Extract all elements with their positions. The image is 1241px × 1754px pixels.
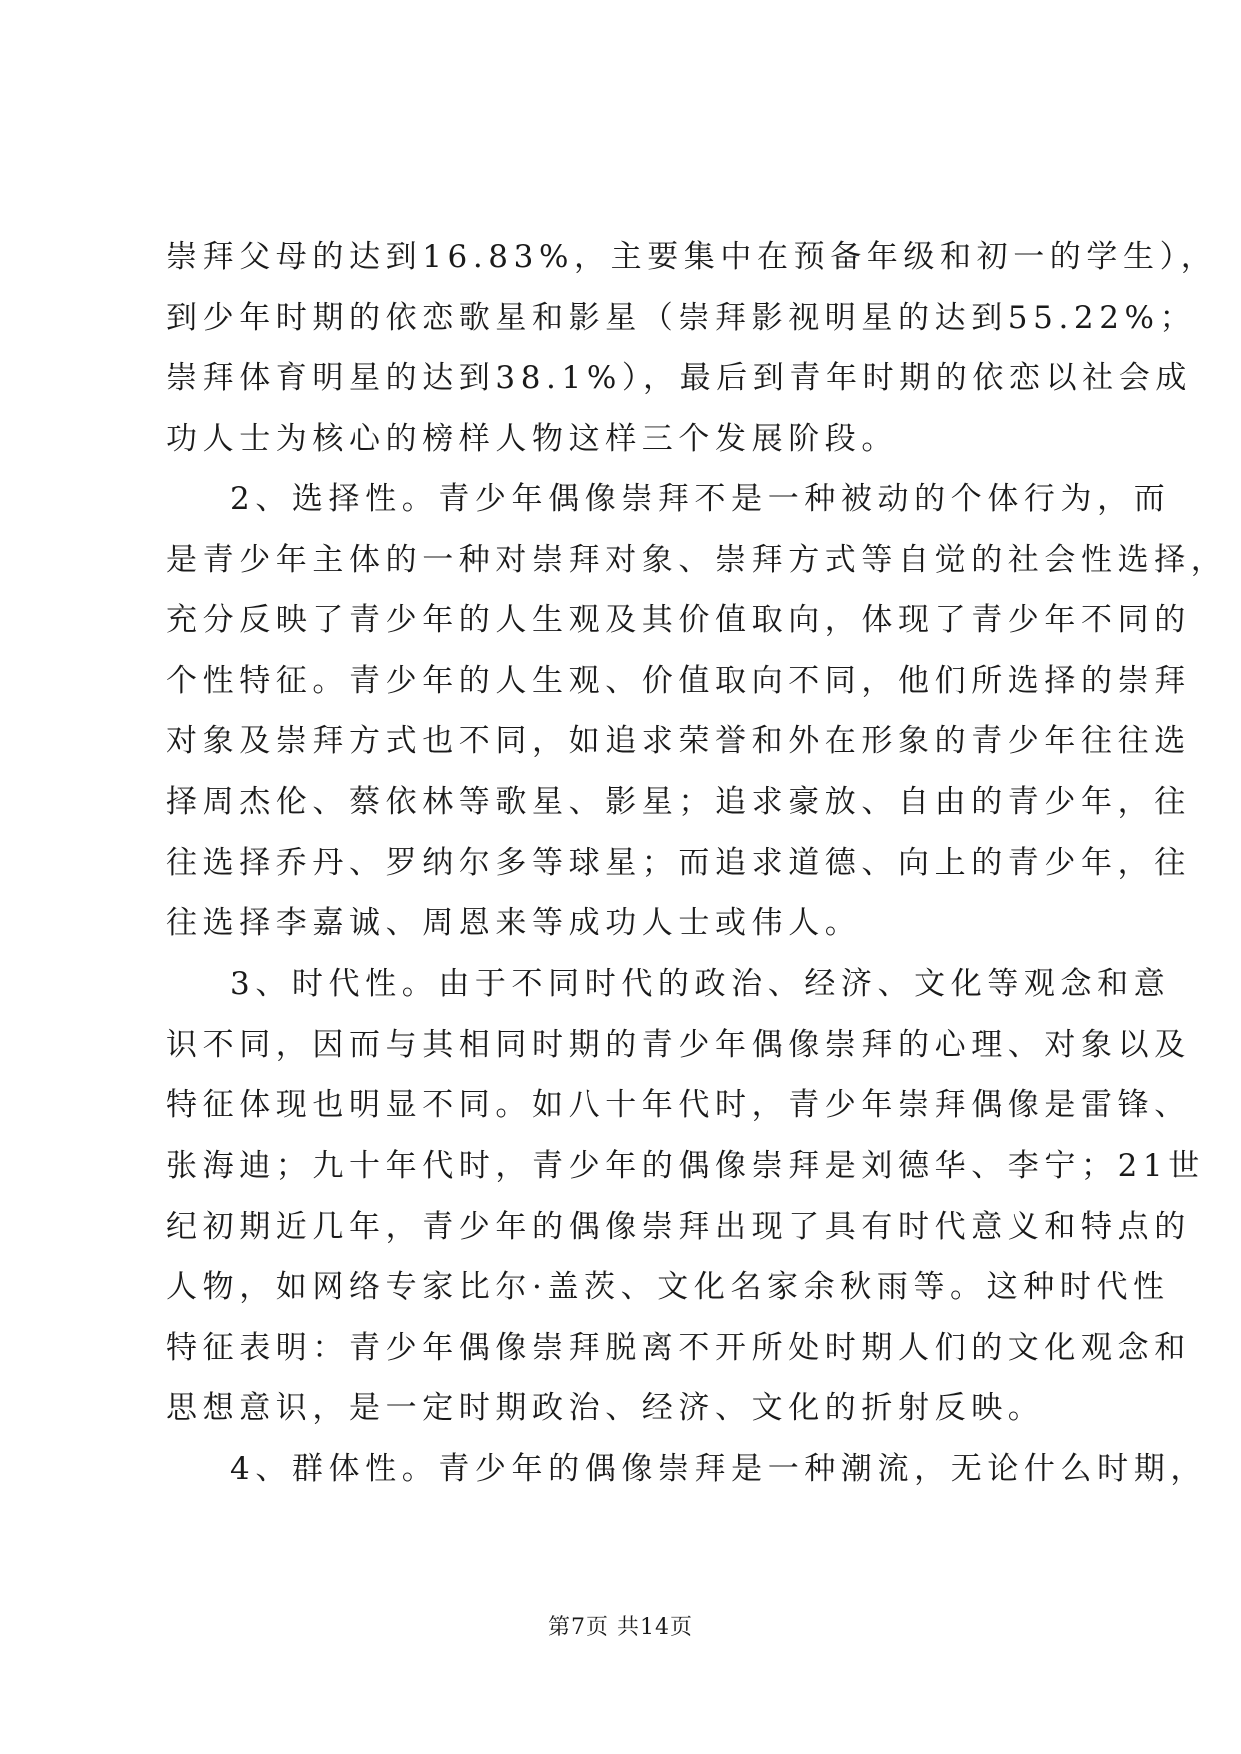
body-text-line: 思想意识，是一定时期政治、经济、文化的折射反映。 bbox=[166, 1390, 1045, 1426]
body-text-line: 张海迪；九十年代时，青少年的偶像崇拜是刘德华、李宁；21世 bbox=[166, 1148, 1205, 1184]
body-text-line: 充分反映了青少年的人生观及其价值取向，体现了青少年不同的 bbox=[166, 602, 1191, 638]
body-text-line: 对象及崇拜方式也不同，如追求荣誉和外在形象的青少年往往选 bbox=[166, 723, 1191, 759]
body-text-line: 纪初期近几年，青少年的偶像崇拜出现了具有时代意义和特点的 bbox=[166, 1209, 1191, 1245]
paragraph-start-line: 3、时代性。由于不同时代的政治、经济、文化等观念和意 bbox=[230, 966, 1171, 1002]
body-text-line: 往选择乔丹、罗纳尔多等球星；而追求道德、向上的青少年，往 bbox=[166, 845, 1191, 881]
body-text-line: 到少年时期的依恋歌星和影星（崇拜影视明星的达到55.22%； bbox=[166, 300, 1197, 336]
body-text-line: 特征体现也明显不同。如八十年代时，青少年崇拜偶像是雷锋、 bbox=[166, 1087, 1191, 1123]
paragraph-start-line: 2、选择性。青少年偶像崇拜不是一种被动的个体行为，而 bbox=[230, 481, 1171, 517]
body-text-line: 崇拜体育明星的达到38.1%），最后到青年时期的依恋以社会成 bbox=[166, 360, 1192, 396]
body-text-line: 人物，如网络专家比尔·盖茨、文化名家余秋雨等。这种时代性 bbox=[166, 1269, 1170, 1305]
paragraph-start-line: 4、群体性。青少年的偶像崇拜是一种潮流，无论什么时期， bbox=[230, 1451, 1207, 1487]
body-text-line: 识不同，因而与其相同时期的青少年偶像崇拜的心理、对象以及 bbox=[166, 1027, 1191, 1063]
body-text-line: 择周杰伦、蔡依林等歌星、影星；追求豪放、自由的青少年，往 bbox=[166, 784, 1191, 820]
body-text-line: 特征表明：青少年偶像崇拜脱离不开所处时期人们的文化观念和 bbox=[166, 1330, 1191, 1366]
page-number-footer: 第7页 共14页 bbox=[548, 1615, 693, 1640]
body-text-line: 是青少年主体的一种对崇拜对象、崇拜方式等自觉的社会性选择， bbox=[166, 542, 1228, 578]
body-text-line: 功人士为核心的榜样人物这样三个发展阶段。 bbox=[166, 421, 898, 457]
body-text-line: 往选择李嘉诚、周恩来等成功人士或伟人。 bbox=[166, 905, 862, 941]
body-text-line: 个性特征。青少年的人生观、价值取向不同，他们所选择的崇拜 bbox=[166, 663, 1191, 699]
body-text-line: 崇拜父母的达到16.83%，主要集中在预备年级和初一的学生）， bbox=[166, 239, 1218, 275]
